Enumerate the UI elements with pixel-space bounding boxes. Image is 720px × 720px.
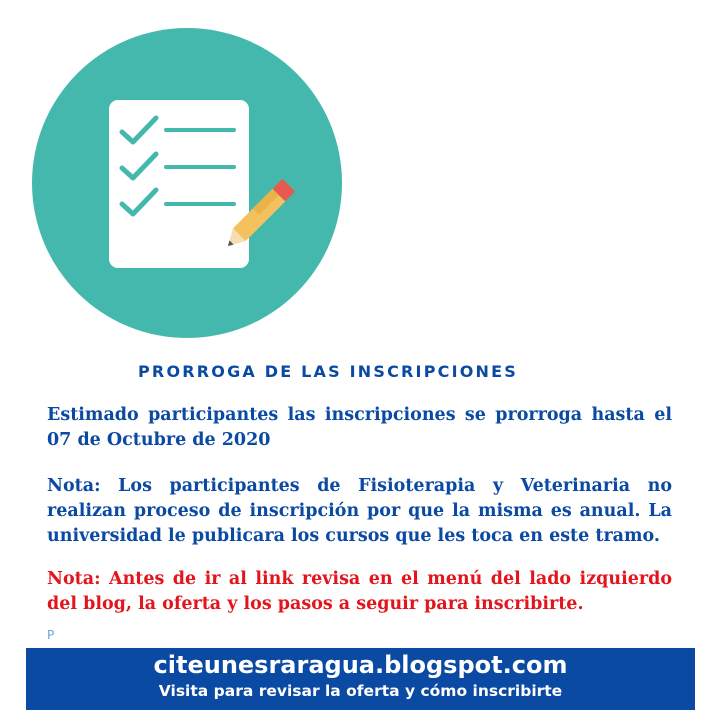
note-paragraph: Nota: Los participantes de Fisioterapia y Veterinaria no realizan proceso de inscripción por que la misma es anual. La universidad le publicara los cursos que les toca en este tramo. (47, 476, 672, 546)
deadline-paragraph: Estimado participantes las inscripciones se prorroga hasta el 07 de Octubre de 2020 (47, 405, 672, 450)
blog-url-link[interactable]: citeunesraragua.blogspot.com (153, 651, 568, 679)
clipboard-paper (109, 100, 249, 268)
footer-banner (26, 648, 695, 710)
page-title: PRORROGA DE LAS INSCRIPCIONES (138, 362, 518, 381)
footer-subtitle: Visita para revisar la oferta y cómo inscribirte (158, 682, 563, 700)
checklist-hero-icon (32, 28, 342, 338)
warning-note-paragraph: Nota: Antes de ir al link revisa en el menú del lado izquierdo del blog, la oferta y los pasos a seguir para inscribirte. (47, 569, 672, 614)
stray-letter: P (47, 628, 55, 642)
